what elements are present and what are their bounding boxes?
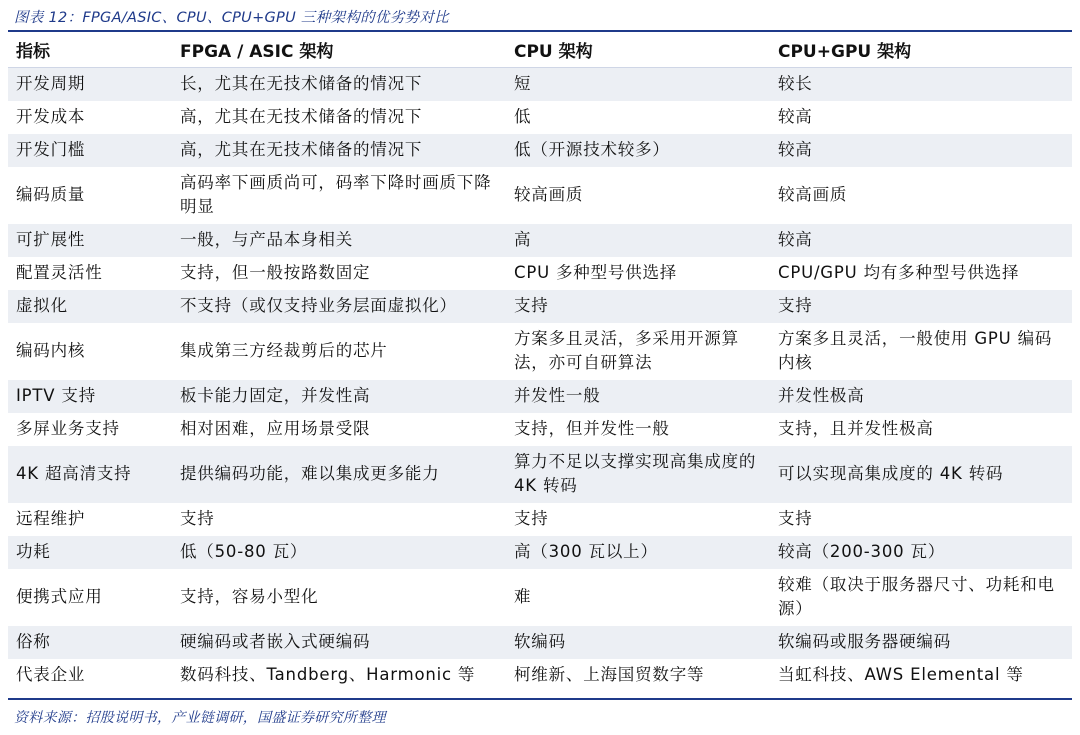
- cell-cpu-gpu: 软编码或服务器硬编码: [770, 626, 1072, 659]
- cell-metric: 可扩展性: [8, 224, 174, 257]
- header-row: [8, 32, 1072, 68]
- cell-cpu: 柯维新、上海国贸数字等: [506, 659, 770, 692]
- table-row: [8, 257, 1072, 290]
- table-row: [8, 446, 1072, 503]
- cell-metric: 虚拟化: [8, 290, 174, 323]
- cell-fpga-asic: 长，尤其在无技术储备的情况下: [174, 68, 506, 101]
- table-row: [8, 290, 1072, 323]
- header-cpu-gpu: CPU+GPU 架构: [770, 32, 1072, 68]
- cell-cpu: 高: [506, 224, 770, 257]
- cell-cpu-gpu: CPU/GPU 均有多种型号供选择: [770, 257, 1072, 290]
- cell-cpu-gpu: 较高: [770, 134, 1072, 167]
- table-row: [8, 626, 1072, 659]
- cell-cpu: 高（300 瓦以上）: [506, 536, 770, 569]
- cell-fpga-asic: 一般，与产品本身相关: [174, 224, 506, 257]
- table-row: [8, 659, 1072, 692]
- cell-cpu: CPU 多种型号供选择: [506, 257, 770, 290]
- cell-fpga-asic: 低（50-80 瓦）: [174, 536, 506, 569]
- cell-metric: 俗称: [8, 626, 174, 659]
- cell-fpga-asic: 集成第三方经裁剪后的芯片: [174, 323, 506, 380]
- cell-cpu-gpu: 较长: [770, 68, 1072, 101]
- cell-cpu: 支持: [506, 290, 770, 323]
- header-cpu: CPU 架构: [506, 32, 770, 68]
- cell-metric: 多屏业务支持: [8, 413, 174, 446]
- cell-fpga-asic: 高，尤其在无技术储备的情况下: [174, 134, 506, 167]
- cell-fpga-asic: 高码率下画质尚可，码率下降时画质下降明显: [174, 167, 506, 224]
- table-row: [8, 101, 1072, 134]
- cell-cpu: 难: [506, 569, 770, 626]
- cell-fpga-asic: 相对困难，应用场景受限: [174, 413, 506, 446]
- bottom-rule: [8, 698, 1072, 700]
- cell-cpu-gpu: 较高: [770, 101, 1072, 134]
- cell-cpu: 较高画质: [506, 167, 770, 224]
- cell-fpga-asic: 支持: [174, 503, 506, 536]
- source-note: 资料来源：招股说明书，产业链调研，国盛证券研究所整理: [14, 710, 386, 726]
- cell-cpu-gpu: 较高画质: [770, 167, 1072, 224]
- table-row: [8, 68, 1072, 101]
- cell-cpu: 支持，但并发性一般: [506, 413, 770, 446]
- header-metric: 指标: [8, 32, 174, 68]
- comparison-table: [8, 32, 1072, 692]
- cell-metric: 代表企业: [8, 659, 174, 692]
- cell-fpga-asic: 提供编码功能，难以集成更多能力: [174, 446, 506, 503]
- cell-fpga-asic: 硬编码或者嵌入式硬编码: [174, 626, 506, 659]
- cell-cpu: 低: [506, 101, 770, 134]
- cell-fpga-asic: 支持，容易小型化: [174, 569, 506, 626]
- cell-metric: 开发门槛: [8, 134, 174, 167]
- cell-cpu-gpu: 支持: [770, 503, 1072, 536]
- cell-fpga-asic: 数码科技、Tandberg、Harmonic 等: [174, 659, 506, 692]
- table-row: [8, 167, 1072, 224]
- cell-cpu: 低（开源技术较多）: [506, 134, 770, 167]
- cell-cpu: 算力不足以支撑实现高集成度的 4K 转码: [506, 446, 770, 503]
- cell-cpu: 并发性一般: [506, 380, 770, 413]
- cell-cpu: 短: [506, 68, 770, 101]
- cell-cpu-gpu: 并发性极高: [770, 380, 1072, 413]
- cell-fpga-asic: 板卡能力固定，并发性高: [174, 380, 506, 413]
- cell-fpga-asic: 支持，但一般按路数固定: [174, 257, 506, 290]
- cell-metric: 便携式应用: [8, 569, 174, 626]
- table-row: [8, 323, 1072, 380]
- header-fpga-asic: FPGA / ASIC 架构: [174, 32, 506, 68]
- table-row: [8, 134, 1072, 167]
- cell-metric: 配置灵活性: [8, 257, 174, 290]
- table-row: [8, 224, 1072, 257]
- table-row: [8, 569, 1072, 626]
- figure-caption: 图表 12：FPGA/ASIC、CPU、CPU+GPU 三种架构的优劣势对比: [14, 10, 449, 26]
- cell-cpu-gpu: 方案多且灵活，一般使用 GPU 编码内核: [770, 323, 1072, 380]
- cell-metric: 开发周期: [8, 68, 174, 101]
- cell-cpu: 软编码: [506, 626, 770, 659]
- cell-cpu-gpu: 当虹科技、AWS Elemental 等: [770, 659, 1072, 692]
- cell-cpu-gpu: 支持，且并发性极高: [770, 413, 1072, 446]
- cell-cpu: 方案多且灵活，多采用开源算法，亦可自研算法: [506, 323, 770, 380]
- table-row: [8, 380, 1072, 413]
- cell-metric: IPTV 支持: [8, 380, 174, 413]
- cell-metric: 远程维护: [8, 503, 174, 536]
- cell-fpga-asic: 不支持（或仅支持业务层面虚拟化）: [174, 290, 506, 323]
- cell-cpu-gpu: 支持: [770, 290, 1072, 323]
- cell-metric: 4K 超高清支持: [8, 446, 174, 503]
- cell-metric: 开发成本: [8, 101, 174, 134]
- cell-metric: 编码质量: [8, 167, 174, 224]
- cell-cpu: 支持: [506, 503, 770, 536]
- cell-cpu-gpu: 较高（200-300 瓦）: [770, 536, 1072, 569]
- cell-cpu-gpu: 可以实现高集成度的 4K 转码: [770, 446, 1072, 503]
- table-row: [8, 503, 1072, 536]
- cell-cpu-gpu: 较高: [770, 224, 1072, 257]
- cell-cpu-gpu: 较难（取决于服务器尺寸、功耗和电源）: [770, 569, 1072, 626]
- cell-metric: 编码内核: [8, 323, 174, 380]
- cell-fpga-asic: 高，尤其在无技术储备的情况下: [174, 101, 506, 134]
- table-row: [8, 536, 1072, 569]
- cell-metric: 功耗: [8, 536, 174, 569]
- table-row: [8, 413, 1072, 446]
